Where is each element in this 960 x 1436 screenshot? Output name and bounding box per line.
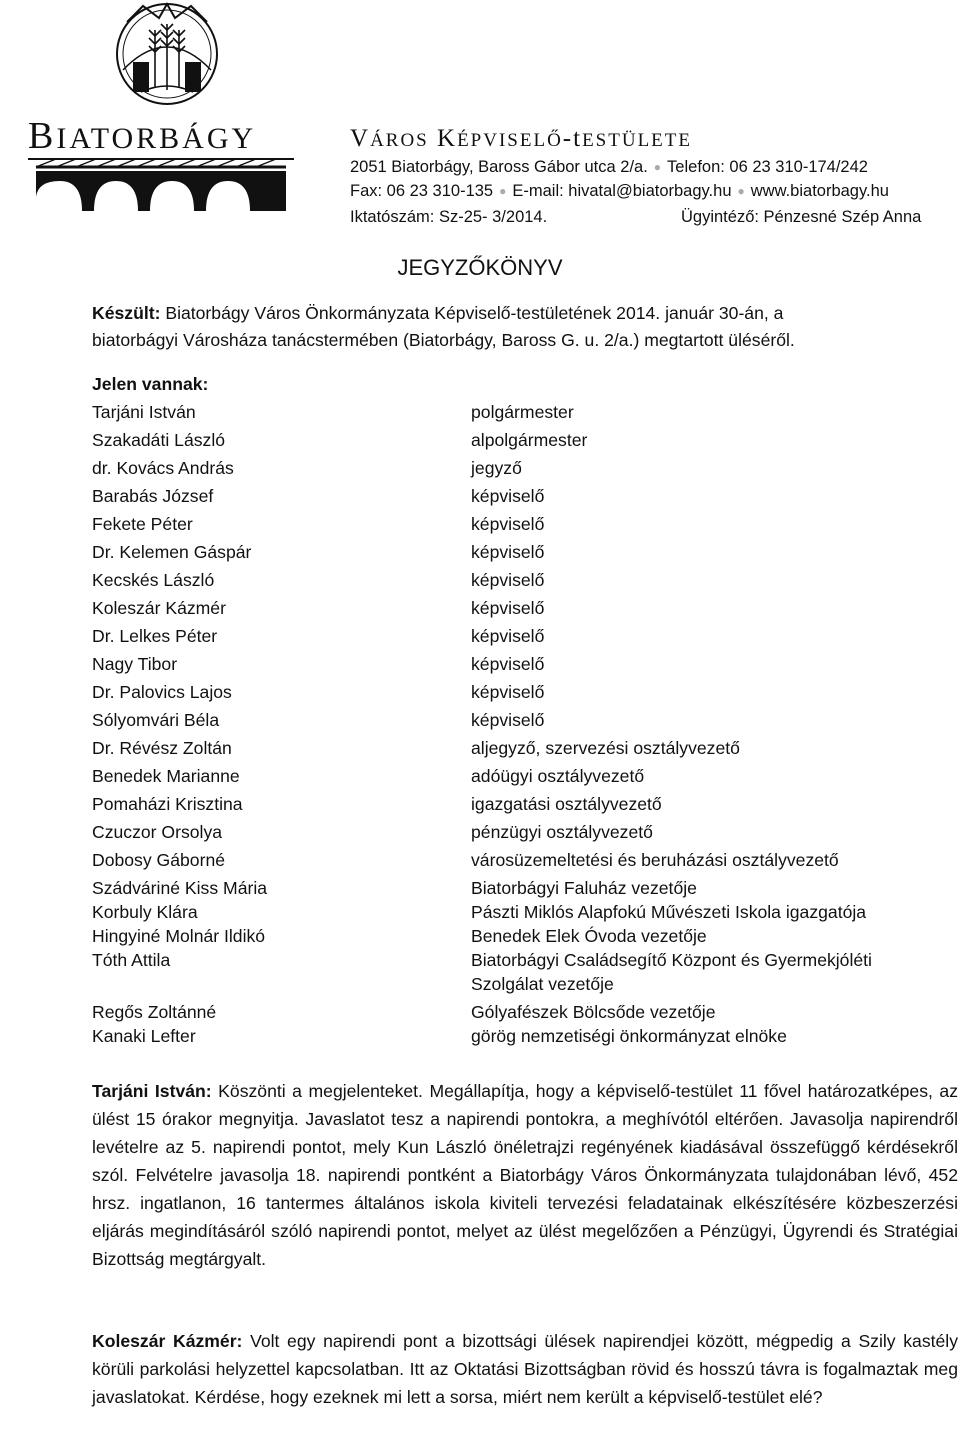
address: 2051 Biatorbágy, Baross Gábor utca 2/a. (350, 158, 648, 176)
attendee-role: polgármester (471, 402, 574, 422)
file-number: Iktatószám: Sz-25- 3/2014. (350, 208, 548, 226)
city-crest-logo (97, 0, 237, 108)
attendee-name: Koleszár Kázmér (92, 598, 226, 618)
attendee-name: Dobosy Gáborné (92, 850, 226, 870)
attendee-role: pénzügyi osztályvezető (471, 822, 653, 842)
attendee-name: Czuczor Orsolya (92, 822, 223, 842)
header-contact-line-2 (350, 182, 889, 201)
attendee-role: városüzemeltetési és beruházási osztályvezető (471, 850, 839, 870)
attendee-name: Dr. Palovics Lajos (92, 682, 232, 702)
council-title: VÁROS KÉPVISELŐ-tESTÜLETE (350, 125, 693, 152)
phone: Telefon: 06 23 310-174/242 (667, 158, 868, 176)
attendee-role: képviselő (471, 710, 545, 730)
made-line-1 (92, 303, 783, 324)
attendee-name: Benedek Marianne (92, 766, 240, 786)
statement-tarjani (92, 1077, 958, 1273)
attendee-name: Regős Zoltánné (92, 1002, 217, 1022)
attendee-role: képviselő (471, 514, 545, 534)
website-link[interactable]: www.biatorbagy.hu (750, 182, 889, 200)
attendee-name: Tarjáni István (92, 402, 196, 422)
attendee-name: Korbuly Klára (92, 902, 198, 922)
attendee-role: Szolgálat vezetője (471, 974, 614, 994)
attendee-role: képviselő (471, 682, 545, 702)
document-title: JEGYZŐKÖNYV (397, 255, 563, 280)
attendee-role: Pászti Miklós Alapfokú Művészeti Iskola igazgatója (471, 902, 867, 922)
attendee-name: dr. Kovács András (92, 458, 234, 478)
bullet-icon: ● (737, 184, 745, 198)
present-label: Jelen vannak: (92, 374, 209, 394)
statement-text: Köszönti a megjelenteket. Megállapítja, hogy a képviselő-testület 11 fővel határozatképes, az ülést 15 órakor megnyitja. Javaslatot tesz a napirendi pontokra, a meghívótól eltérően. Javasolja napirendről levételre az 5. napirendi pontot, mely Kun László önéletrajzi regényének kiadásával összefüggő kérdésekről szól. Felvételre javasolja 18. napirendi pontként a Biatorbágy Város Önkormányzata tulajdonában lévő, 452 hrsz. ingatlanon, 16 tantermes általános iskola kiviteli tervezési feladatainak elkészítésére közbeszerzési eljárás megindításáról szóló napirendi pontot, melyet az ülést megelőzően a Pénzügyi, Ügyrendi és Stratégiai Bizottság megtárgyalt. (92, 1081, 959, 1269)
email-link[interactable]: E-mail: hivatal@biatorbagy.hu (512, 182, 732, 200)
statement-koleszar (92, 1327, 958, 1411)
attendee-name: Tóth Attila (92, 950, 171, 970)
attendee-role: képviselő (471, 570, 545, 590)
attendee-role: képviselő (471, 486, 545, 506)
attendee-name: Barabás József (92, 486, 214, 506)
bullet-icon: ● (499, 184, 507, 198)
attendee-role: alpolgármester (471, 430, 588, 450)
attendee-name: Nagy Tibor (92, 654, 178, 674)
attendee-role: adóügyi osztályvezető (471, 766, 645, 786)
attendee-role: aljegyző, szervezési osztályvezető (471, 738, 740, 758)
attendee-role: igazgatási osztályvezető (471, 794, 662, 814)
made-label: Készült: (92, 303, 161, 323)
attendee-role: Benedek Elek Óvoda vezetője (471, 926, 707, 946)
made-text-1: Biatorbágy Város Önkormányzata Képviselő-testületének 2014. január 30-án, a (165, 303, 784, 323)
attendee-name: Szádváriné Kiss Mária (92, 878, 268, 898)
attendee-role: görög nemzetiségi önkormányzat elnöke (471, 1026, 787, 1046)
attendee-name: Dr. Kelemen Gáspár (92, 542, 252, 562)
attendee-role: Biatorbágyi Családsegítő Központ és Gyermekjóléti (471, 950, 872, 970)
viaduct-icon (28, 157, 294, 211)
attendee-role: képviselő (471, 654, 545, 674)
attendee-name: Kanaki Lefter (92, 1026, 196, 1046)
attendee-name: Sólyomvári Béla (92, 710, 220, 730)
speaker-name: Koleszár Kázmér: (92, 1331, 243, 1351)
statement-text: Volt egy napirendi pont a bizottsági ülések napirendjei között, mégpedig a Szily kastély körüli parkolási helyzettel kapcsolatban. Itt az Oktatási Bizottságban rövid és hosszú távra is fogalmaztak meg javaslatokat. Kérdése, hogy ezeknek mi lett a sorsa, miért nem került a képviselő-testület elé? (92, 1331, 958, 1407)
fax: Fax: 06 23 310-135 (350, 182, 494, 200)
city-name-logotype: BIATORBÁGY (28, 115, 257, 157)
attendee-name: Hingyiné Molnár Ildikó (92, 926, 266, 946)
attendee-role: Gólyafészek Bölcsőde vezetője (471, 1002, 716, 1022)
bullet-icon: ● (653, 160, 662, 174)
attendee-role: képviselő (471, 598, 545, 618)
attendee-name: Dr. Révész Zoltán (92, 738, 232, 758)
attendee-name: Szakadáti László (92, 430, 226, 450)
made-text-2: biatorbágyi Városháza tanácstermében (Biatorbágy, Baross G. u. 2/a.) megtartott üléséről. (92, 330, 795, 350)
attendee-role: Biatorbágyi Faluház vezetője (471, 878, 697, 898)
attendee-name: Kecskés László (92, 570, 215, 590)
attendee-role: képviselő (471, 542, 545, 562)
attendee-role: jegyző (471, 458, 522, 478)
case-officer: Ügyintéző: Pénzesné Szép Anna (681, 208, 922, 226)
speaker-name: Tarjáni István: (92, 1081, 212, 1101)
attendee-role: képviselő (471, 626, 545, 646)
attendee-name: Pomaházi Krisztina (92, 794, 243, 814)
attendee-name: Dr. Lelkes Péter (92, 626, 218, 646)
header-contact-line-1 (350, 158, 868, 177)
attendee-name: Fekete Péter (92, 514, 193, 534)
